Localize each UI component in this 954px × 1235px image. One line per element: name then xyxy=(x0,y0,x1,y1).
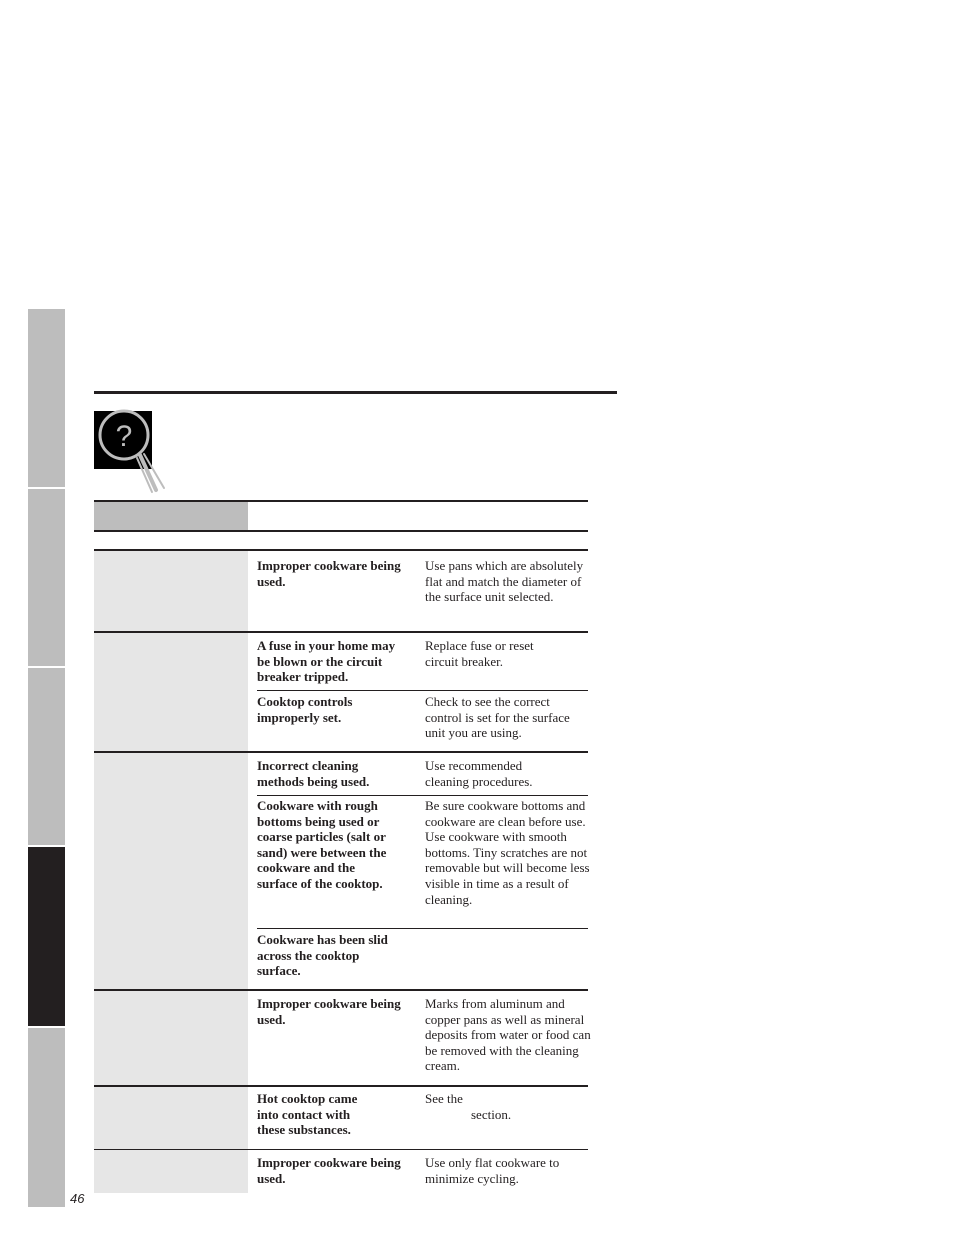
problem-cell xyxy=(94,1150,248,1193)
cause-text: Cookware has been slid across the cooktop surface. xyxy=(257,932,388,979)
problem-cell xyxy=(94,1087,248,1149)
cause-text: Improper cookware being used. xyxy=(257,1155,401,1186)
header-rule-bottom xyxy=(94,530,588,532)
remedy-line-1: See the xyxy=(425,1091,463,1106)
side-tab-4-active[interactable] xyxy=(28,847,65,1026)
problem-cell xyxy=(94,551,248,631)
row-divider xyxy=(257,795,588,796)
problem-cell xyxy=(94,633,248,751)
remedy-text: Check to see the correct control is set for the surface unit you are using. xyxy=(425,694,570,741)
remedy-text: Be sure cookware bottoms and cookware are clean before use. Use cookware with smooth bottoms. Tiny scratches are not removable but will become less visible in time as a result of cleaning. xyxy=(425,798,590,907)
magnifier-question-icon xyxy=(94,404,174,498)
cause-text: Cooktop controls improperly set. xyxy=(257,694,353,725)
remedy-text: Use pans which are absolutely flat and match the diameter of the surface unit selected. xyxy=(425,558,584,605)
problem-cell xyxy=(94,991,248,1085)
side-tab-1[interactable] xyxy=(28,309,65,487)
remedy-text xyxy=(425,1091,585,1122)
problem-cell xyxy=(94,753,248,989)
remedy-text: Use recommended cleaning procedures. xyxy=(425,758,533,789)
cause-text: Incorrect cleaning methods being used. xyxy=(257,758,370,789)
remedy-line-2: section. xyxy=(471,1106,512,1122)
cause-text: Cookware with rough bottoms being used or coarse particles (salt or sand) were between the cookware and the surface of the cooktop. xyxy=(257,798,387,891)
page-number: 46 xyxy=(70,1191,85,1206)
cause-text: Hot cooktop came into contact with these substances. xyxy=(257,1091,358,1138)
remedy-text: Replace fuse or reset circuit breaker. xyxy=(425,638,534,669)
header-problem-cell xyxy=(94,502,248,530)
side-tab-2[interactable] xyxy=(28,489,65,666)
remedy-text: Use only flat cookware to minimize cycling. xyxy=(425,1155,560,1186)
cause-text: Improper cookware being used. xyxy=(257,558,401,589)
cause-text: Improper cookware being used. xyxy=(257,996,401,1027)
row-divider xyxy=(257,928,588,929)
cause-text: A fuse in your home may be blown or the circuit breaker tripped. xyxy=(257,638,396,685)
section-top-rule xyxy=(94,391,617,394)
row-divider xyxy=(257,690,588,691)
side-tab-5[interactable] xyxy=(28,1028,65,1207)
remedy-text: Marks from aluminum and copper pans as well as mineral deposits from water or food can be removed with the cleaning cream. xyxy=(425,996,591,1074)
svg-text:?: ? xyxy=(115,420,133,453)
side-tab-3[interactable] xyxy=(28,668,65,845)
